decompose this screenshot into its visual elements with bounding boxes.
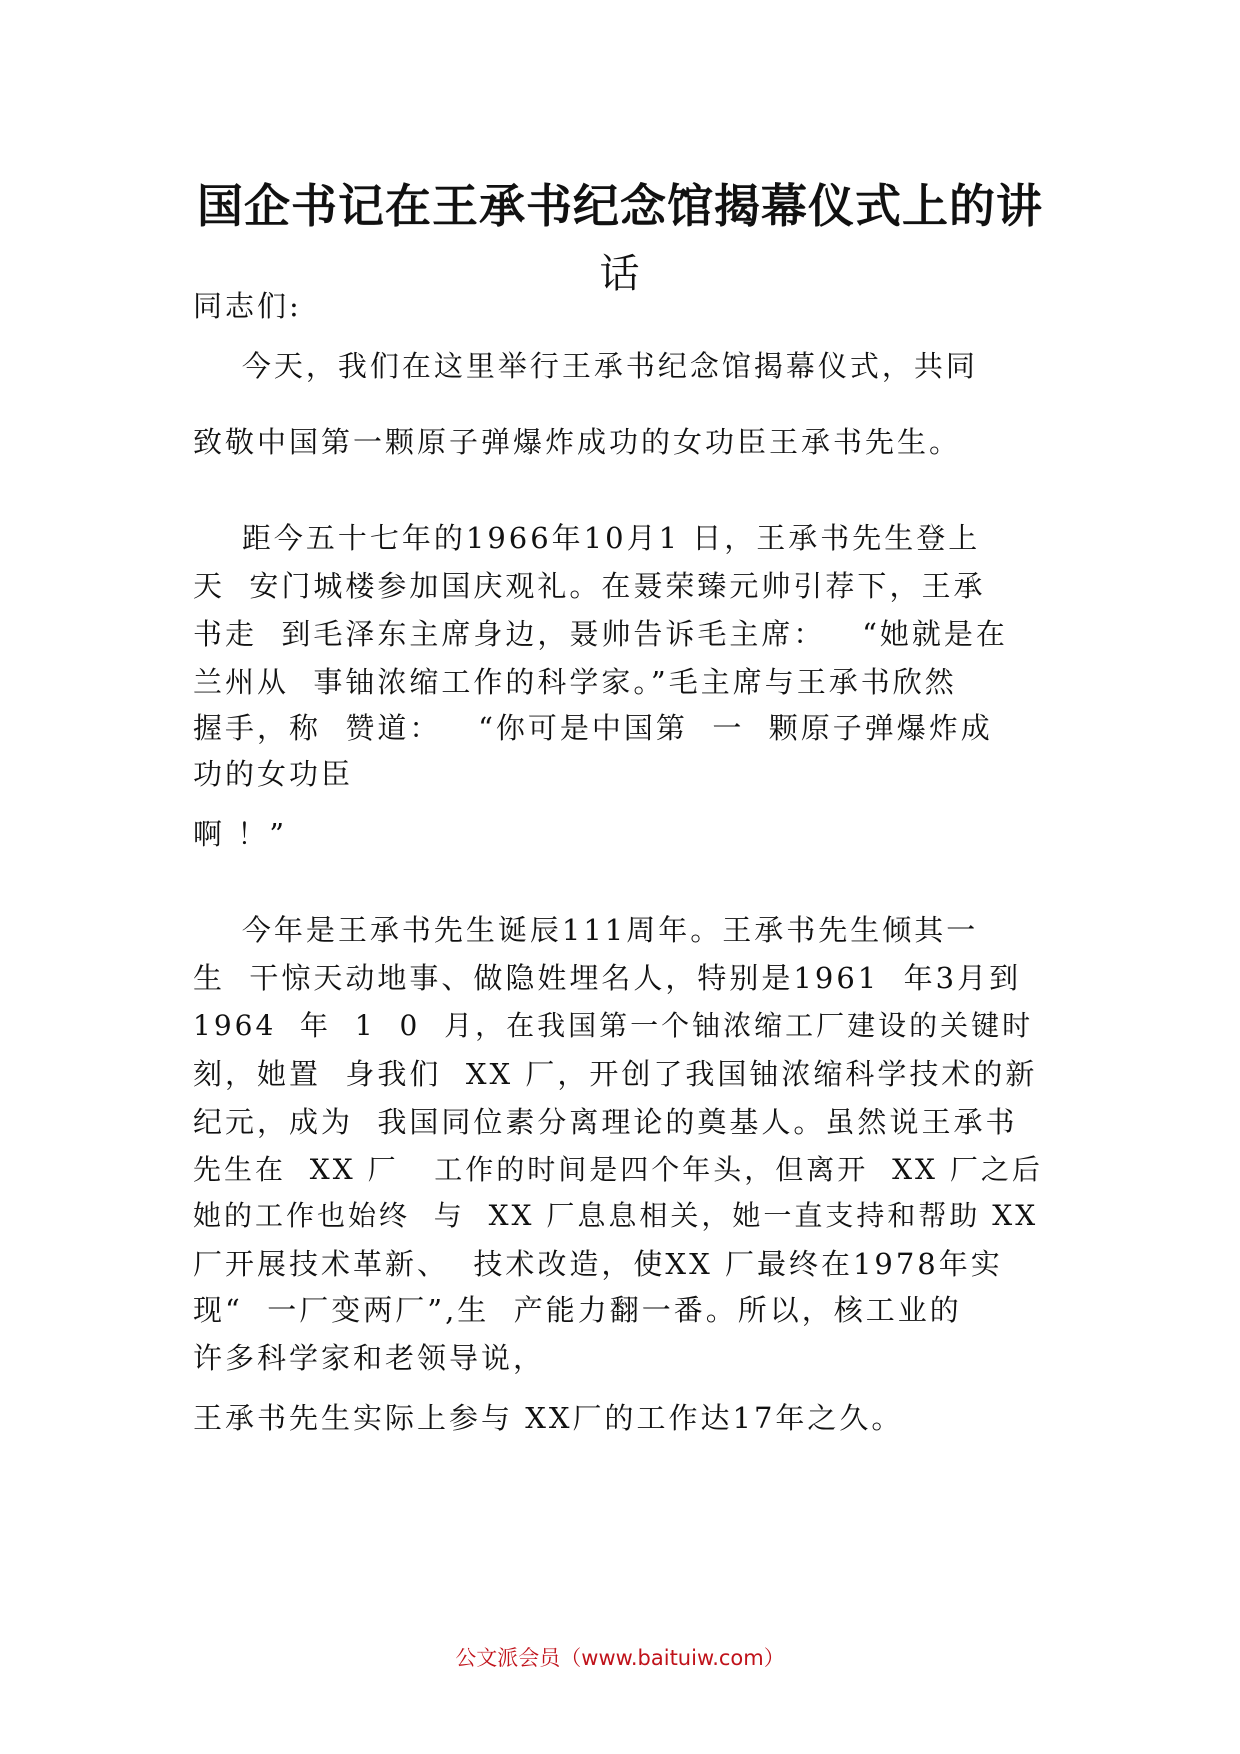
salutation: 同志们: <box>193 289 302 323</box>
footer-watermark: 公文派会员（www.baituiw.com） <box>455 1646 785 1670</box>
paragraph-line: 许多科学家和老领导说， <box>193 1341 546 1375</box>
paragraph-line: 书走 到毛泽东主席身边，聂帅告诉毛主席： “她就是在 <box>193 617 1008 651</box>
paragraph-line: 啊 ！” <box>193 817 288 851</box>
paragraph-line: 天 安门城楼参加国庆观礼。在聂荣臻元帅引荐下，王承 <box>193 569 986 603</box>
paragraph-line: 今天，我们在这里举行王承书纪念馆揭幕仪式，共同 <box>193 349 978 383</box>
paragraph-line: 功的女功臣 <box>193 757 354 791</box>
paragraph-line: 王承书先生实际上参与 XX厂的工作达17年之久。 <box>193 1401 904 1435</box>
document-title-continued: 话 <box>599 251 641 297</box>
paragraph-line: 兰州从 事铀浓缩工作的科学家。”毛主席与王承书欣然 <box>193 665 957 699</box>
paragraph-line: 纪元，成为 我国同位素分离理论的奠基人。虽然说王承书 <box>193 1105 1018 1139</box>
paragraph-line: 现“ 一厂变两厂”,生 产能力翻一番。所以，核工业的 <box>193 1293 962 1327</box>
paragraph-line: 刻，她置 身我们 XX 厂，开创了我国铀浓缩科学技术的新 <box>193 1057 1038 1091</box>
paragraph-line: 先生在 XX 厂 工作的时间是四个年头，但离开 XX 厂之后 <box>193 1153 1043 1186</box>
paragraph-line: 致敬中国第一颗原子弹爆炸成功的女功臣王承书先生。 <box>193 425 962 459</box>
paragraph-line: 她的工作也始终 与 XX 厂息息相关，她一直支持和帮助 XX <box>193 1199 1039 1232</box>
paragraph-line: 握手，称 赞道： “你可是中国第 一 颗原子弹爆炸成 <box>193 711 993 745</box>
paragraph-line: 1964 年 1 0 月，在我国第一个铀浓缩工厂建设的关键时 <box>193 1009 1034 1042</box>
paragraph-line: 距今五十七年的1966年10月1 日，王承书先生登上 <box>193 521 981 555</box>
document-title: 国企书记在王承书纪念馆揭幕仪式上的讲 <box>197 179 1043 233</box>
paragraph-line: 厂开展技术革新、 技术改造，使XX 厂最终在1978年实 <box>193 1247 1003 1281</box>
paragraph-line: 生 干惊天动地事、做隐姓埋名人，特别是1961 年3月到 <box>193 961 1022 995</box>
paragraph-line: 今年是王承书先生诞辰111周年。王承书先生倾其一 <box>193 913 979 947</box>
